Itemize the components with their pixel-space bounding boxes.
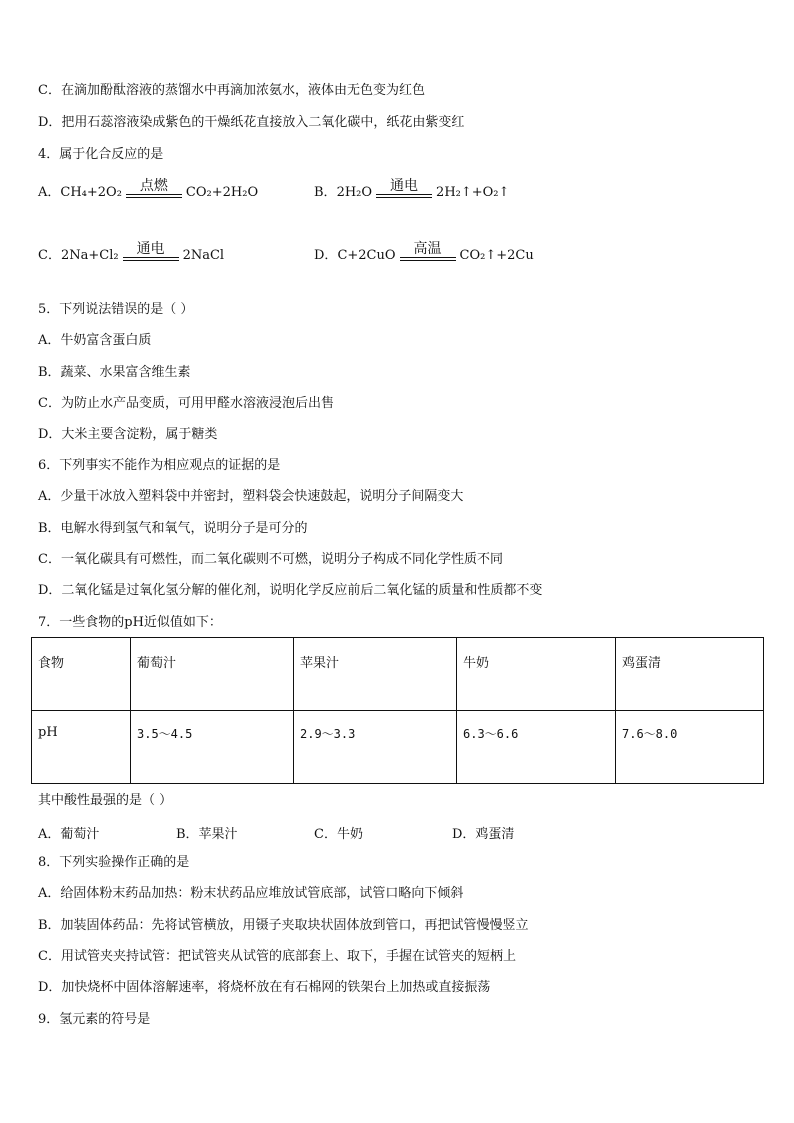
table-cell: 2.9～3.3 xyxy=(294,711,457,784)
q3-option-d: D．把用石蕊溶液染成紫色的干燥纸花直接放入二氧化碳中，纸花由紫变红 xyxy=(38,115,465,130)
q8-option-d: D．加快烧杯中固体溶解速率，将烧杯放在有石棉网的铁架台上加热或直接振荡 xyxy=(38,980,491,995)
q4-d-products: CO₂↑+2Cu xyxy=(459,248,534,263)
q7-stem: 7．一些食物的pH近似值如下： xyxy=(38,615,222,630)
table-cell: 葡萄汁 xyxy=(131,638,294,711)
q4-b-condition: 通电 xyxy=(390,178,419,194)
q6-stem: 6．下列事实不能作为相应观点的证据的是 xyxy=(38,458,281,473)
q6-option-a: A．少量干冰放入塑料袋中并密封，塑料袋会快速鼓起，说明分子间隔变大 xyxy=(38,489,464,504)
q4-d-reactants: C+2CuO xyxy=(337,248,396,263)
q4-d-condition: 高温 xyxy=(413,241,442,257)
q8-option-c: C．用试管夹夹持试管：把试管夹从试管的底部套上、取下，手握在试管夹的短柄上 xyxy=(38,949,516,964)
equation-sign xyxy=(126,194,182,198)
q8-option-a: A．给固体粉末药品加热：粉末状药品应堆放试管底部，试管口略向下倾斜 xyxy=(38,886,464,901)
q4-b-reactants: 2H₂O xyxy=(336,185,373,200)
q4-a-products: CO₂+2H₂O xyxy=(185,185,259,200)
q4-d-label: D． xyxy=(314,248,338,263)
q7-option-a: A．葡萄汁 xyxy=(38,827,100,842)
q7-option-d: D．鸡蛋清 xyxy=(452,827,515,842)
q6-option-b: B．电解水得到氢气和氧气，说明分子是可分的 xyxy=(38,521,308,536)
q6-option-c: C．一氧化碳具有可燃性，而二氧化碳则不可燃，说明分子构成不同化学性质不同 xyxy=(38,552,503,567)
q4-b-products: 2H₂↑+O₂↑ xyxy=(436,185,510,200)
q4-a-condition: 点燃 xyxy=(139,178,168,194)
q6-option-d: D．二氧化锰是过氧化氢分解的催化剂，说明化学反应前后二氧化锰的质量和性质都不变 xyxy=(38,583,543,598)
table-cell: pH xyxy=(32,711,131,784)
q5-option-d: D．大米主要含淀粉，属于糖类 xyxy=(38,427,218,442)
q3-option-c: C．在滴加酚酞溶液的蒸馏水中再滴加浓氨水，液体由无色变为红色 xyxy=(38,83,425,98)
table-cell: 鸡蛋清 xyxy=(616,638,764,711)
table-row xyxy=(32,711,764,784)
q4-stem: 4．属于化合反应的是 xyxy=(38,147,164,162)
q4-c-condition: 通电 xyxy=(136,241,165,257)
table-cell: 牛奶 xyxy=(457,638,616,711)
q4-a-label: A． xyxy=(38,185,61,200)
q7-question: 其中酸性最强的是（ ） xyxy=(38,793,173,808)
table-cell: 6.3～6.6 xyxy=(457,711,616,784)
q5-stem: 5．下列说法错误的是（ ） xyxy=(38,302,194,317)
q4-row-1 xyxy=(38,178,758,208)
table-cell: 食物 xyxy=(32,638,131,711)
equation-sign xyxy=(376,194,432,198)
q4-option-b xyxy=(314,178,509,202)
q5-option-b: B．蔬菜、水果富含维生素 xyxy=(38,365,191,380)
q8-stem: 8．下列实验操作正确的是 xyxy=(38,855,190,870)
table-cell: 苹果汁 xyxy=(294,638,457,711)
q4-option-a xyxy=(38,178,258,202)
q4-c-reactants: 2Na+Cl₂ xyxy=(60,248,119,263)
q4-b-label: B． xyxy=(314,185,337,200)
ph-table xyxy=(31,637,764,784)
equation-sign xyxy=(400,257,456,261)
q8-option-b: B．加装固体药品：先将试管横放，用镊子夹取块状固体放到管口，再把试管慢慢竖立 xyxy=(38,918,529,933)
q5-option-a: A．牛奶富含蛋白质 xyxy=(38,333,152,348)
q7-options xyxy=(38,823,758,853)
q7-option-b: B．苹果汁 xyxy=(176,827,238,842)
table-row xyxy=(32,638,764,711)
equation-sign xyxy=(123,257,179,261)
q4-option-d xyxy=(314,241,534,265)
q5-option-c: C．为防止水产品变质，可用甲醛水溶液浸泡后出售 xyxy=(38,396,334,411)
q4-c-label: C． xyxy=(38,248,61,263)
q4-option-c xyxy=(38,241,224,265)
q7-option-c: C．牛奶 xyxy=(314,827,363,842)
q4-c-products: 2NaCl xyxy=(182,248,225,263)
q4-a-reactants: CH₄+2O₂ xyxy=(60,185,122,200)
table-cell: 3.5～4.5 xyxy=(131,711,294,784)
q9-stem: 9．氢元素的符号是 xyxy=(38,1012,151,1027)
q4-row-2 xyxy=(38,241,758,271)
table-cell: 7.6～8.0 xyxy=(616,711,764,784)
